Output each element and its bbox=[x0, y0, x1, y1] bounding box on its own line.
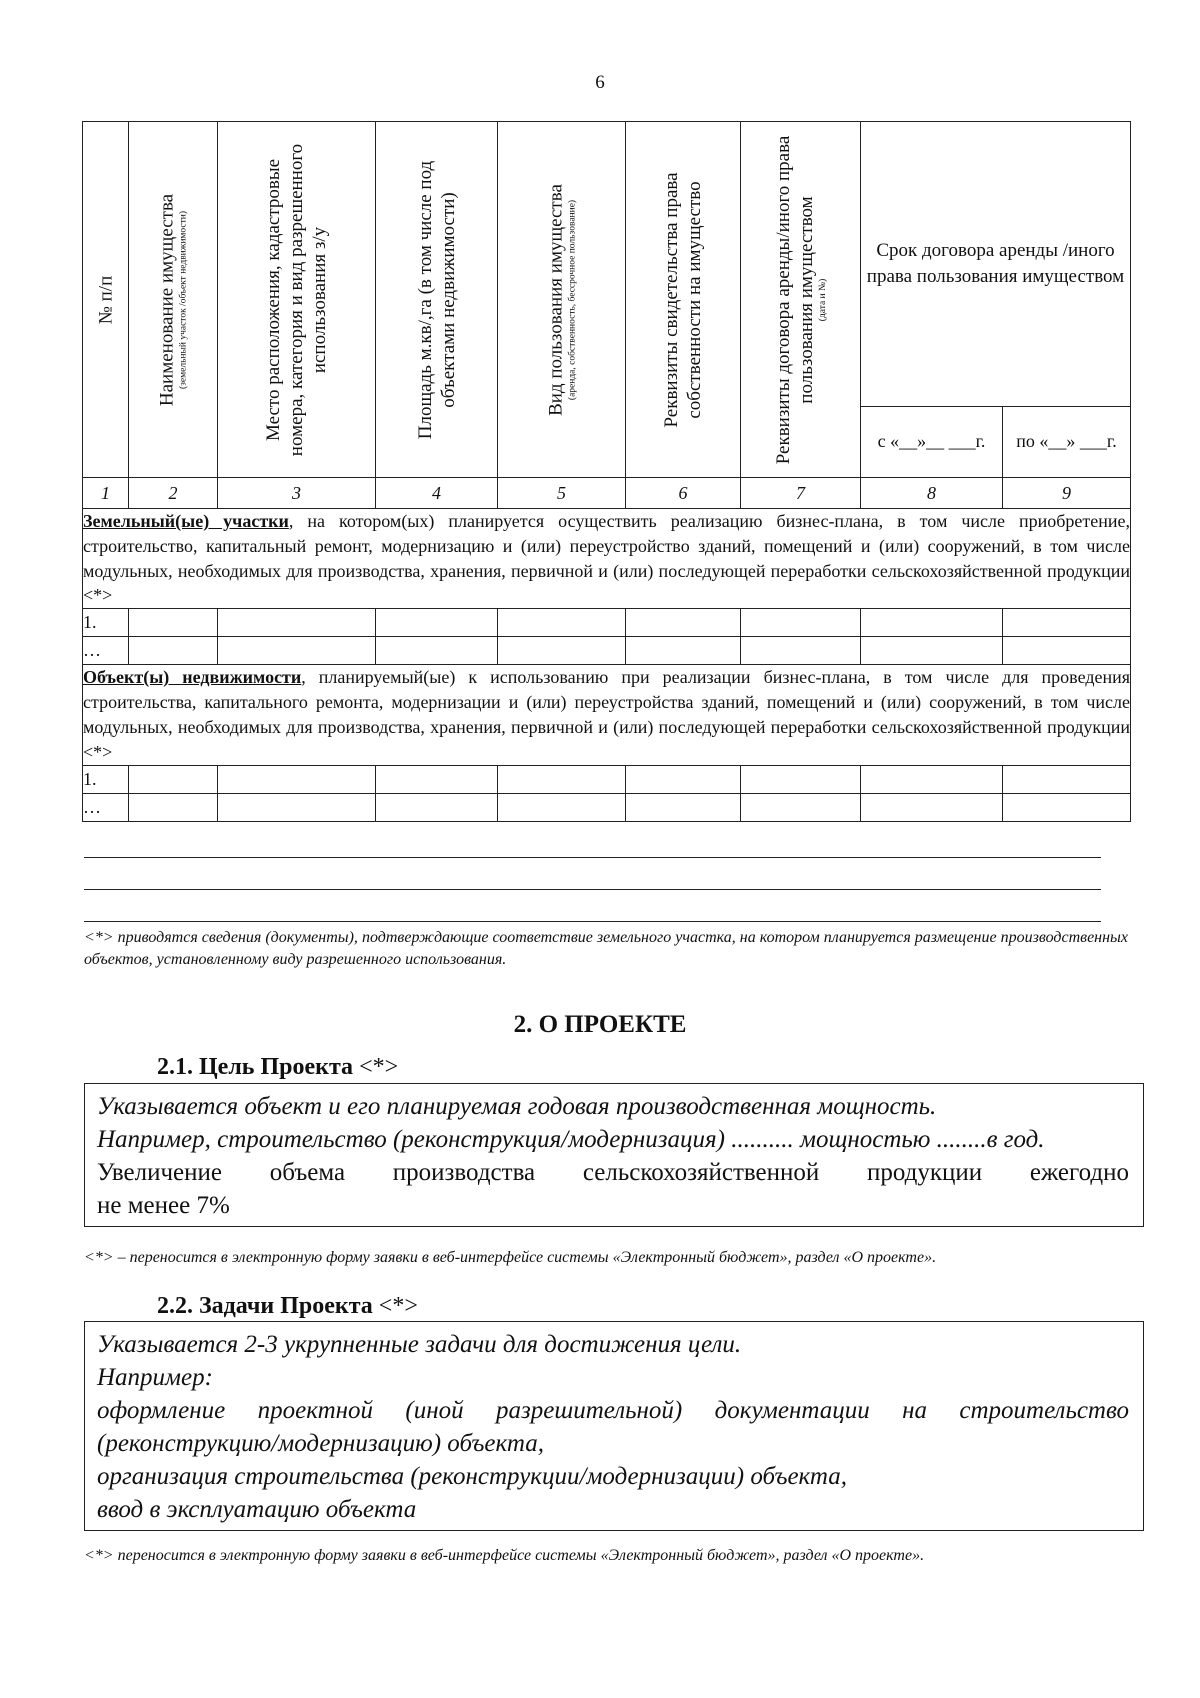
tasks-line-5: ввод в эксплуатацию объекта bbox=[97, 1496, 417, 1523]
header-col-6-label: Реквизиты свидетельства права собственности на имущество bbox=[660, 171, 705, 428]
goal-line-1: Указывается объект и его планируемая годовая производственная мощность. bbox=[97, 1093, 937, 1120]
real-estate-section-row bbox=[83, 665, 1131, 765]
table-row bbox=[83, 765, 1131, 793]
row-number: … bbox=[83, 637, 129, 665]
row-number: 1. bbox=[83, 609, 129, 637]
col-number: 6 bbox=[626, 478, 741, 509]
table-footnote: <*> приводятся сведения (документы), подтверждающие соответствие земельного участка, на котором планируется размещение производственных объектов, установленному виду разрешенного использования. bbox=[84, 929, 1128, 969]
header-col-1 bbox=[83, 122, 129, 478]
header-col-3-label: Место расположения, кадастровые номера, категория и вид разрешенного использования з/у bbox=[262, 143, 331, 456]
tasks-line-1: Указывается 2-3 укрупненные задачи для достижения цели. bbox=[97, 1331, 742, 1358]
land-plots-keyword: Земельный(ые) участки bbox=[83, 511, 289, 531]
tasks-line-4: организация строительства (реконструкции/модернизации) объекта, bbox=[97, 1463, 848, 1490]
goal-marker: <*> bbox=[359, 1054, 399, 1080]
col-number: 8 bbox=[861, 478, 1003, 509]
header-col-6 bbox=[626, 122, 741, 478]
goal-title-text: 2.1. Цель Проекта bbox=[157, 1054, 354, 1080]
col-number: 2 bbox=[129, 478, 218, 509]
goal-line-3: Увеличение объема производства сельскохозяйственной продукции ежегодно bbox=[97, 1159, 1129, 1186]
goal-footnote: <*> – переносится в электронную форму заявки в веб-интерфейсе системы «Электронный бюджет», раздел «О проекте». bbox=[84, 1249, 937, 1266]
header-col-5-label: Вид пользования имущества bbox=[545, 183, 567, 416]
col-number: 5 bbox=[498, 478, 626, 509]
goal-line-4: не менее 7% bbox=[97, 1192, 230, 1219]
blank-line bbox=[84, 889, 1101, 890]
header-col-3 bbox=[218, 122, 376, 478]
tasks-title bbox=[157, 1293, 418, 1320]
page-number: 6 bbox=[595, 72, 605, 93]
property-table bbox=[82, 121, 1131, 822]
column-numbers-row bbox=[83, 478, 1131, 509]
table-row bbox=[83, 637, 1131, 665]
table-row bbox=[83, 609, 1131, 637]
header-col-7-label: Реквизиты договора аренды/иного права пользования имуществом bbox=[772, 135, 817, 464]
real-estate-description: , планируемый(ые) к использованию при реализации бизнес-плана, в том числе для проведения строительства, капитального ремонта, модернизации и (или) переустройства зданий, помещений и (или) сооружений, в том числе модульных, необходимых для производства, хранения, первичной и (или) последующей переработки сельскохозяйственной продукции <*> bbox=[83, 667, 1131, 762]
header-col-1-label: № п/п bbox=[94, 275, 116, 324]
land-plots-section-row bbox=[83, 509, 1131, 609]
real-estate-keyword: Объект(ы) недвижимости bbox=[83, 667, 302, 688]
term-header: Срок договора аренды /иного права пользования имуществом bbox=[861, 122, 1131, 407]
header-col-7-note: (дата и №) bbox=[817, 278, 828, 321]
term-to: по «__» ___г. bbox=[1003, 406, 1131, 477]
header-col-4-label: Площадь м.кв/,га (в том числе под объектами недвижимости) bbox=[414, 160, 459, 439]
goal-line-2: Например, строительство (реконструкция/модернизация) .......... мощностью ........в год. bbox=[97, 1126, 1045, 1153]
table-row bbox=[83, 793, 1131, 821]
col-number: 3 bbox=[218, 478, 376, 509]
section-title: 2. О ПРОЕКТЕ bbox=[513, 1011, 687, 1038]
tasks-footnote: <*> переносится в электронную форму заявки в веб-интерфейсе системы «Электронный бюджет», раздел «О проекте». bbox=[84, 1547, 925, 1564]
term-from: с «__»__ ___г. bbox=[861, 406, 1003, 477]
tasks-marker: <*> bbox=[378, 1293, 418, 1319]
header-col-2 bbox=[129, 122, 218, 478]
land-plots-section bbox=[83, 509, 1131, 609]
tasks-title-text: 2.2. Задачи Проекта bbox=[157, 1293, 373, 1319]
col-number: 9 bbox=[1003, 478, 1131, 509]
row-number: 1. bbox=[83, 765, 129, 793]
header-col-2-note: (земельный участок /объект недвижимости) bbox=[178, 210, 189, 389]
blank-line bbox=[84, 921, 1101, 922]
header-row bbox=[83, 122, 1131, 407]
col-number: 1 bbox=[83, 478, 129, 509]
goal-box bbox=[84, 1083, 1144, 1227]
tasks-line-3: оформление проектной (иной разрешительной) документации на строительство (реконструкцию/модернизацию) объекта, bbox=[97, 1397, 1129, 1457]
row-number: … bbox=[83, 793, 129, 821]
col-number: 4 bbox=[376, 478, 498, 509]
tasks-box bbox=[84, 1321, 1144, 1531]
blank-line bbox=[84, 857, 1101, 858]
header-col-5-note: (аренда, собственность, бессрочное пользование) bbox=[567, 199, 578, 400]
header-col-7 bbox=[741, 122, 861, 478]
real-estate-section bbox=[83, 665, 1131, 765]
header-col-4 bbox=[376, 122, 498, 478]
header-col-5 bbox=[498, 122, 626, 478]
land-plots-description: , на котором(ых) планируется осуществить реализацию бизнес-плана, в том числе приобретение, строительство, капитальный ремонт, модернизацию и (или) переустройство зданий, помещений и (или) сооружений, в том числе модульных, необходимых для производства, хранения, первичной и (или) последующей переработки сельскохозяйственной продукции <*> bbox=[83, 511, 1131, 606]
goal-title bbox=[157, 1054, 398, 1081]
tasks-line-2: Например: bbox=[97, 1364, 213, 1391]
col-number: 7 bbox=[741, 478, 861, 509]
header-col-2-label: Наименование имущества bbox=[156, 193, 178, 406]
